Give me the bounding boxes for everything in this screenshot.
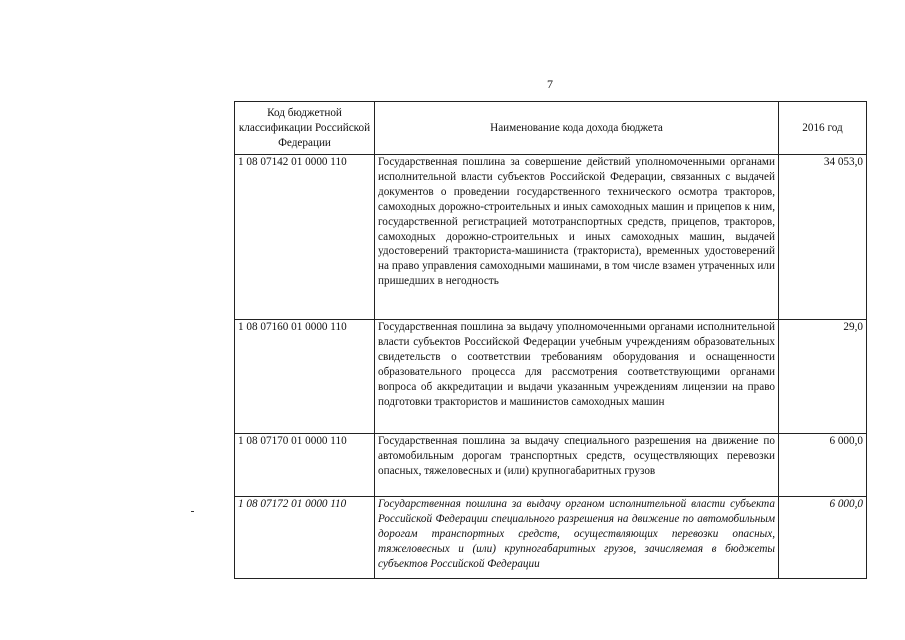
table-row [235, 320, 867, 434]
table-row [235, 155, 867, 320]
row-code: 1 08 07172 01 0000 110 [235, 497, 375, 579]
header-code: Код бюджетной классификации Российской Федерации [235, 102, 375, 155]
row-code: 1 08 07170 01 0000 110 [235, 434, 375, 497]
row-name: Государственная пошлина за выдачу специального разрешения на движение по автомобильным дорогам транспортных средств, осуществляющих перевозки опасных, тяжеловесных и (или) крупногабаритных грузов [375, 434, 779, 497]
row-amount: 34 053,0 [779, 155, 867, 320]
row-amount: 6 000,0 [779, 497, 867, 579]
scan-artifact-mark [191, 511, 194, 512]
row-name: Государственная пошлина за выдачу органом исполнительной власти субъекта Российской Федерации специального разрешения на движение по автомобильным дорогам транспортных средств, осуществляющих перевозки опасных, тяжеловесных и (или) крупногабаритных грузов, зачисляемая в бюджеты субъектов Российской Федерации [375, 497, 779, 579]
row-amount: 6 000,0 [779, 434, 867, 497]
row-name: Государственная пошлина за выдачу уполномоченными органами исполнительной власти субъектов Российской Федерации учебным учреждениям образовательных свидетельств о соответствии требованиям оборудования и оснащенности образовательного процесса для рассмотрения соответствующими органами вопроса об аккредитации и выдачи указанным учреждениям лицензии на право подготовки трактористов и машинистов самоходных машин [375, 320, 779, 434]
table-row [235, 434, 867, 497]
row-code: 1 08 07142 01 0000 110 [235, 155, 375, 320]
row-name: Государственная пошлина за совершение действий уполномоченными органами исполнительной власти субъектов Российской Федерации, связанных с выдачей документов о проведении государственного технического осмотра тракторов, самоходных дорожно-строительных и иных самоходных машин и прицепов к ним, государственной регистрацией мототранспортных средств, прицепов, тракторов, самоходных дорожно-строительных и иных самоходных машин, выдачей удостоверений тракториста-машиниста (тракториста), временных удостоверений на право управления самоходными машинами, в том числе взамен утраченных или пришедших в негодность [375, 155, 779, 320]
header-name: Наименование кода дохода бюджета [375, 102, 779, 155]
page-number: 7 [547, 77, 553, 91]
table-header-row [235, 102, 867, 155]
header-year: 2016 год [779, 102, 867, 155]
row-code: 1 08 07160 01 0000 110 [235, 320, 375, 434]
table-row [235, 497, 867, 579]
row-amount: 29,0 [779, 320, 867, 434]
budget-revenue-table [234, 101, 867, 579]
